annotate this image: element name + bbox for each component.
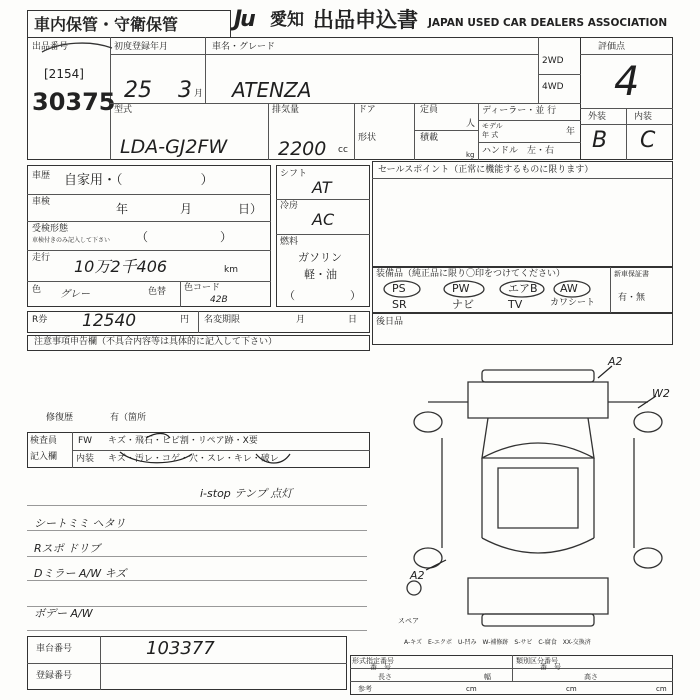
name-change-day: 日 [348,315,358,325]
note-line-1: i-stop テンプ 点灯 [200,487,293,500]
drive-4wd: 4WD [542,82,564,92]
note-line-2: シートミミ ヘタリ [34,517,126,530]
sales-point-label: セールスポイント（正常に機能するものに限ります） [378,165,594,175]
inspection-month: 月 [180,202,193,216]
reg-number-label: 登録番号 [36,671,73,681]
fuel-label: 燃料 [280,237,299,247]
shift-value: AT [312,178,332,197]
interior-grade: C [640,128,656,153]
inspector-fw: FW [78,436,93,446]
model-label: 車名・グレード [212,42,276,52]
history-label: 車歴 [32,171,51,181]
spec-ref: 参考 [358,685,372,693]
spec-width-cm: cm [566,685,577,693]
acceptance-label: 受検形態 [32,224,69,234]
name-change-month: 月 [296,315,306,325]
fuel-options2: 軽・油 [304,268,337,281]
recycle-unit: 円 [180,315,190,325]
form-title: 出品申込書 [313,8,418,32]
registration-month-unit: 月 [194,89,204,99]
dealer-row1: ディーラー・並 行 [482,106,557,116]
model-value: ATENZA [232,78,312,102]
inspector-in-label: 内装 [76,454,95,464]
repair-label: 修復歴 [46,413,74,423]
inspection-year: 年 [116,202,129,216]
diagram-mark-a2-front: A2 [608,355,623,368]
dealer-year-unit: 年 [566,127,576,137]
grade-score: 4 [614,59,640,105]
recycle-value: 12540 [82,311,137,331]
engine-unit: cc [338,145,348,155]
equip-leather: カワシート [550,298,596,308]
color-code-value: 42B [210,295,228,305]
name-change-label: 名変期限 [204,315,241,325]
new-car-value: 有・無 [618,293,646,303]
brand-region: 愛知 [270,10,304,30]
aircon-value: AC [312,210,335,229]
recycle-label: R券 [32,315,48,325]
car-damage-diagram [398,348,676,648]
spec-height-cm: cm [656,685,667,693]
shade-label: 色替 [148,287,167,297]
inspection-day: 日） [238,202,263,216]
inspector-label-1: 検査員 [30,436,58,446]
equip-aw: AW [560,282,578,295]
equip-pw: PW [452,282,470,295]
equip-navi: ナビ [452,298,474,311]
engine-value: 2200 [278,138,327,160]
chassis-value: 103377 [146,638,215,659]
dealer-year: 年 式 [482,131,499,139]
exterior-grade: B [592,128,608,153]
color-value: グレー [60,289,90,300]
acceptance-note: 車検付きのみ記入して下さい [32,237,111,244]
door-label: ドア [358,105,376,115]
repair-value: 有（箇所 [110,413,147,423]
grade-label: 評価点 [598,42,626,52]
load-label: 積載 [420,133,439,143]
drive-2wd: 2WD [542,56,564,66]
spec-class-label: 類別区分番号 [516,657,558,665]
mileage-unit: km [224,265,238,275]
spec-class-num: 番 号 [540,663,561,671]
sales-point-block [372,161,673,267]
inspection-label: 車検 [32,197,51,207]
equip-ps: PS [392,282,406,295]
inspector-in-items: キズ・汚レ・コゲ・穴・スレ・キレ・破レ [108,454,279,464]
mileage-label: 走行 [32,253,51,263]
inspector-marks-icon [106,432,306,468]
diagram-mark-a2-rear: A2 [410,569,425,582]
spec-width: 幅 [484,673,491,681]
association-name: JAPAN USED CAR DEALERS ASSOCIATION [428,17,668,29]
spec-length-cm: cm [466,685,477,693]
spec-type-label: 形式指定番号 [352,657,394,665]
fuel-options: ガソリン [298,251,342,264]
equip-sr: SR [392,298,407,311]
equipment-circles-icon [380,279,610,299]
later-docs-label: 後日品 [376,317,404,327]
storage-stamp-text: 車内保管・守衛保管 [34,15,179,34]
type-label: 型式 [114,105,133,115]
capacity-unit: 人 [466,119,476,129]
inspector-label-2: 記入欄 [30,452,58,462]
color-code-label: 色コード [184,283,221,293]
spec-type-num: 番 号 [370,663,391,671]
note-line-4: Dミラー A/W キズ [34,567,127,580]
note-line-3: Rスポ ドリブ [34,542,101,555]
chassis-label: 車台番号 [36,644,73,654]
shift-label: シフト [280,169,308,179]
brand-logo: Ju [234,7,254,32]
lot-sub-number: [2154] [44,67,84,81]
later-docs-block [372,313,673,345]
exterior-label: 外装 [588,112,607,122]
lot-number: 30375 [32,88,116,116]
shape-label: 形状 [358,133,377,143]
registration-label: 初度登録年月 [114,42,169,52]
type-value: LDA-GJ2FW [120,136,228,158]
diagram-mark-w2: W2 [652,387,670,400]
dealer-model: モデル [482,122,503,130]
engine-label: 排気量 [272,105,300,115]
acceptance-paren: （ ） [136,230,233,244]
registration-year: 25 [124,78,152,103]
aircon-label: 冷房 [280,201,299,211]
notes-label: 注意事項申告欄（不具合内容等は具体的に記入して下さい） [34,337,278,347]
color-label: 色 [32,285,42,295]
new-car-label: 新車保証書 [614,270,649,278]
capacity-label: 定員 [420,105,439,115]
registration-month: 3 [178,78,192,103]
lot-label: 出品番号 [32,42,69,52]
equipment-label: 装備品（純正品に限り〇印をつけてください） [376,269,566,279]
equip-airbag: エアB [508,282,538,295]
mileage-value: 10万2千406 [74,257,168,276]
spec-length: 長さ [378,673,392,681]
spare-label: スペア [398,617,419,625]
load-unit: kg [466,151,475,159]
fuel-paren: （ ） [284,289,361,302]
inspector-fw-items: キズ・飛石・ヒビ割・リペア跡・X要 [108,436,258,446]
dealer-handle: ハンドル 左・右 [482,146,555,156]
lot-strike-icon [40,38,115,54]
damage-legend: A-キズ E-エクボ U-凹み W-補修跡 S-サビ C-腐食 XX-交換済 [404,639,591,646]
storage-stamp [27,10,231,38]
history-value: 自家用・（ ） [64,173,214,188]
interior-label: 内装 [634,112,653,122]
equip-tv: TV [508,298,523,311]
spec-height: 高さ [584,673,598,681]
note-line-5: ボデー A/W [34,607,93,620]
